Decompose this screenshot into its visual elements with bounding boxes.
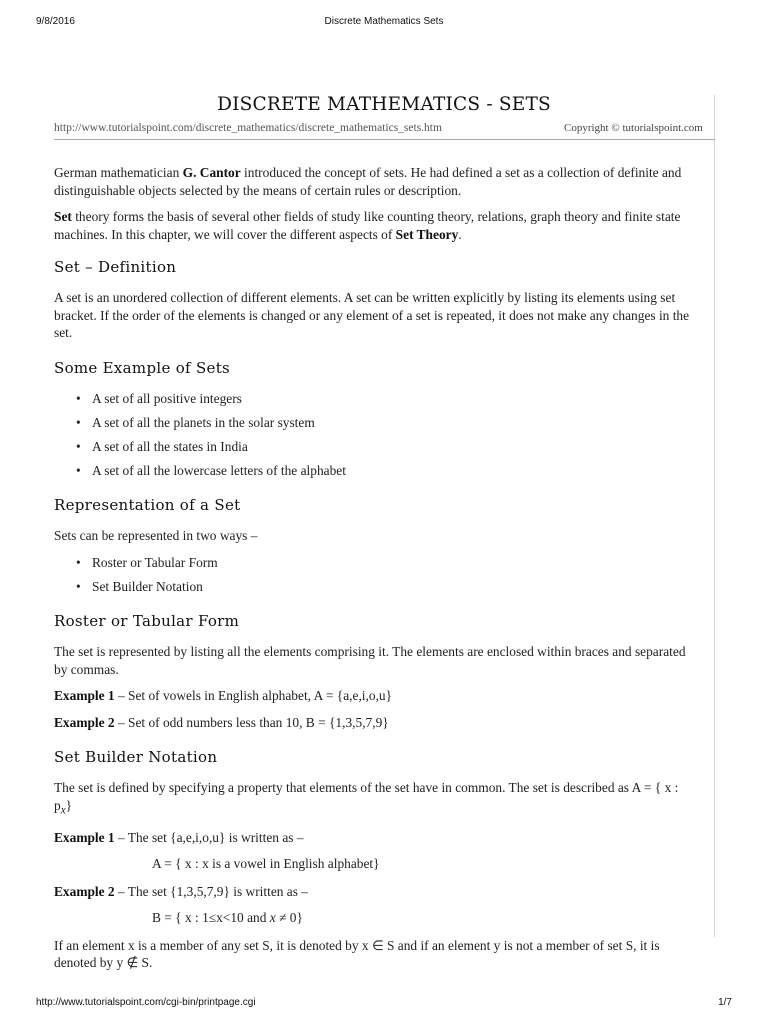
right-border-line xyxy=(714,95,715,937)
list-item: • A set of all the lowercase letters of the alphabet xyxy=(74,462,698,480)
list-item: • A set of all the states in India xyxy=(74,438,698,456)
definition-paragraph: A set is an unordered collection of different elements. A set can be written explicitly by listing its elements using set bracket. If the order of the elements is changed or any element of a set is repeated, it does not make any changes in the set. xyxy=(54,290,690,340)
builder-paragraph: The set is defined by specifying a property that elements of the set have in common. The set is described as A = { x : $p_x$} xyxy=(54,780,679,817)
builder-formula-1: A = { x : x is a vowel in English alphabet} xyxy=(152,856,380,872)
source-url-link[interactable]: http://www.tutorialspoint.com/discrete_mathematics/discrete_mathematics_sets.htm xyxy=(54,122,442,134)
title-divider xyxy=(54,139,715,140)
list-item: • Roster or Tabular Form xyxy=(74,554,698,572)
roster-example-1: Example 1 – Set of vowels in English alphabet, A = {a,e,i,o,u} xyxy=(54,688,393,703)
list-item: • A set of all positive integers xyxy=(74,390,698,408)
article-body xyxy=(54,164,698,981)
representation-intro: Sets can be represented in two ways – xyxy=(54,528,258,543)
print-header xyxy=(36,16,732,30)
intro-paragraph-1: German mathematician G. Cantor introduced the concept of sets. He had defined a set as a collection of definite and distinguishable objects selected by the means of certain rules or description. xyxy=(54,165,682,198)
page-number: 1/7 xyxy=(718,997,732,1008)
source-line xyxy=(54,122,714,138)
list-item: • Set Builder Notation xyxy=(74,578,698,596)
representation-list xyxy=(74,554,698,596)
cantor-name: G. Cantor xyxy=(182,165,241,180)
intro-paragraph-2: Set theory forms the basis of several other fields of study like counting theory, relations, graph theory and finite state machines. In this chapter, we will cover the different aspects of Set Theory. xyxy=(54,209,681,242)
print-footer xyxy=(36,997,732,1011)
print-date: 9/8/2016 xyxy=(36,16,75,27)
page-title: DISCRETE MATHEMATICS - SETS xyxy=(217,94,551,115)
list-item: • A set of all the planets in the solar system xyxy=(74,414,698,432)
heading-set-definition: Set – Definition xyxy=(54,258,177,276)
copyright-text: Copyright © tutorialspoint.com xyxy=(564,122,703,134)
builder-example-1: Example 1 – The set {a,e,i,o,u} is written as – xyxy=(54,829,304,845)
heading-roster-form: Roster or Tabular Form xyxy=(54,612,240,630)
footer-url: http://www.tutorialspoint.com/cgi-bin/printpage.cgi xyxy=(36,997,256,1008)
heading-representation: Representation of a Set xyxy=(54,496,241,514)
heading-set-builder: Set Builder Notation xyxy=(54,748,218,766)
print-title: Discrete Mathematics Sets xyxy=(324,16,444,27)
membership-paragraph: If an element x is a member of any set S, it is denoted by x ∈ S and if an element y is not a member of set S, it is denoted by y ∉ S. xyxy=(54,937,660,971)
roster-example-2: Example 2 – Set of odd numbers less than 10, B = {1,3,5,7,9} xyxy=(54,714,389,730)
builder-formula-2: B = { x : 1≤x<10 and x ≠ 0} xyxy=(152,910,303,926)
heading-examples-of-sets: Some Example of Sets xyxy=(54,358,231,377)
examples-list xyxy=(74,390,698,480)
builder-example-2: Example 2 – The set {1,3,5,7,9} is written as – xyxy=(54,883,309,899)
roster-paragraph: The set is represented by listing all the elements comprising it. The elements are enclosed within braces and separated by commas. xyxy=(54,644,686,677)
